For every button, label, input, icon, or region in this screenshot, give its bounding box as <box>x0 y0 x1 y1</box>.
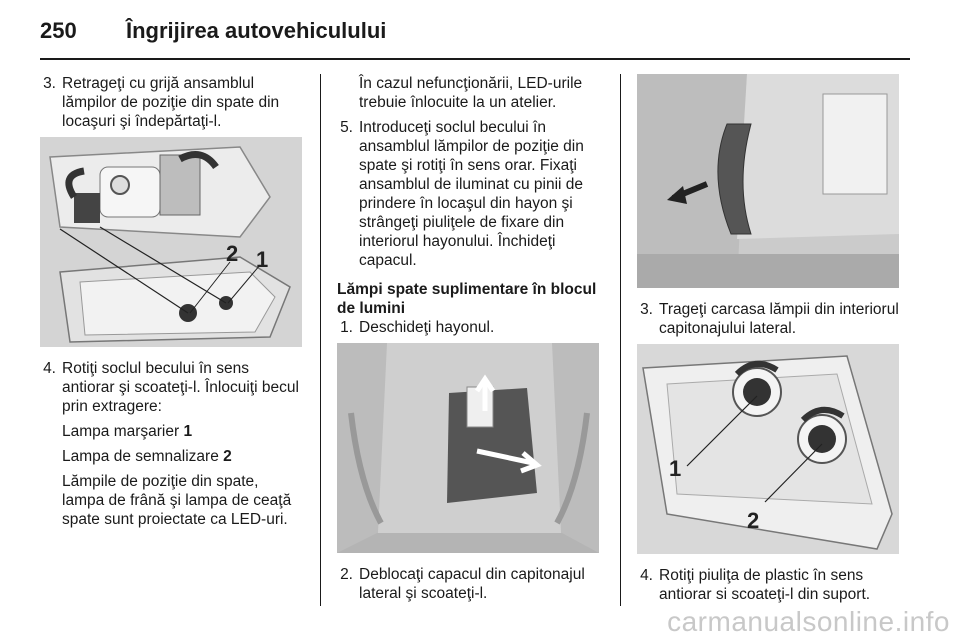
lamp-signal-text: Lampa de semnalizare <box>62 448 224 465</box>
step-text: Introduceţi soclul becului în ansamblul lămpilor de poziţie din spate şi rotiţi în sens orar. Fixaţi ansamblul de iluminat cu pinii de prindere în locaşul din hayon şi strângeţi piuliţele de fixare din interiorul hayonului. Închideţi capacul. <box>359 119 584 269</box>
section-heading: Lămpi spate suplimentare în blocul de lumini <box>337 281 597 317</box>
step-text: Deblocaţi capacul din capitonajul lateral şi scoateţi-l. <box>359 566 585 602</box>
lamp-housing-figure <box>637 74 899 288</box>
step-1-item <box>337 318 607 337</box>
column-2 <box>337 74 607 609</box>
step-text: Trageţi carcasa lămpii din interiorul capitonajului lateral. <box>659 301 899 337</box>
lamp-signal-number: 2 <box>223 448 232 465</box>
fig-label-1: 1 <box>669 456 682 481</box>
fig-label-2: 2 <box>226 241 239 266</box>
step-number: 4. <box>43 360 56 377</box>
chapter-title: Îngrijirea autovehiculului <box>126 18 387 43</box>
lamp-signal-line <box>40 447 302 466</box>
page-number: 250 <box>40 18 77 43</box>
column-divider-1 <box>320 74 321 606</box>
lamp-reverse-number: 1 <box>183 423 193 440</box>
fig-label-2: 2 <box>747 508 760 533</box>
column-1 <box>40 74 302 535</box>
lamp-reverse-line <box>40 422 302 441</box>
step-number: 5. <box>340 119 353 136</box>
lamp-reverse-text: Lampa marşarier <box>62 423 184 440</box>
step-number: 1. <box>340 319 353 336</box>
step-text: Rotiţi piuliţa de plastic în sens antiorar si scoateţi-l din suport. <box>659 567 871 603</box>
step-4-item <box>637 566 905 604</box>
column-divider-2 <box>620 74 621 606</box>
socket-illustration <box>637 344 899 554</box>
step-text: Retrageţi cu grijă ansamblul lămpilor de poziţie din spate din locaşuri şi îndepărtaţi-l. <box>62 75 280 130</box>
step-number: 3. <box>640 301 653 318</box>
step-2-item <box>337 565 607 603</box>
led-note: Lămpile de poziţie din spate, lampa de frână şi lampa de ceaţă spate sunt proiectate ca LED-uri. <box>62 473 292 528</box>
step-number: 3. <box>43 75 56 92</box>
step-3-item <box>637 300 905 338</box>
taillight-assembly-figure <box>40 137 302 347</box>
fig-label-1: 1 <box>256 247 269 272</box>
header-rule <box>40 58 910 60</box>
housing-illustration <box>637 74 899 288</box>
step-number: 2. <box>340 566 353 583</box>
trunk-illustration <box>337 343 599 553</box>
step-text: Rotiţi soclul becului în sens antiorar şi scoateţi-l. Înlocuiţi becul prin extragere: <box>62 360 299 415</box>
taillight-illustration <box>40 137 302 347</box>
watermark: carmanualsonline.info <box>667 606 950 637</box>
led-failure-note: În cazul nefuncţionării, LED-urile trebuie înlocuite la un atelier. <box>359 75 583 111</box>
step-4-item <box>40 359 302 416</box>
bulb-socket-figure <box>637 344 899 554</box>
column-3 <box>637 74 905 610</box>
step-text: Deschideţi hayonul. <box>359 319 495 336</box>
step-3-item <box>40 74 302 131</box>
page-header <box>40 18 910 54</box>
step-5-item <box>337 118 607 270</box>
step-number: 4. <box>640 567 653 584</box>
trunk-cover-figure <box>337 343 599 553</box>
